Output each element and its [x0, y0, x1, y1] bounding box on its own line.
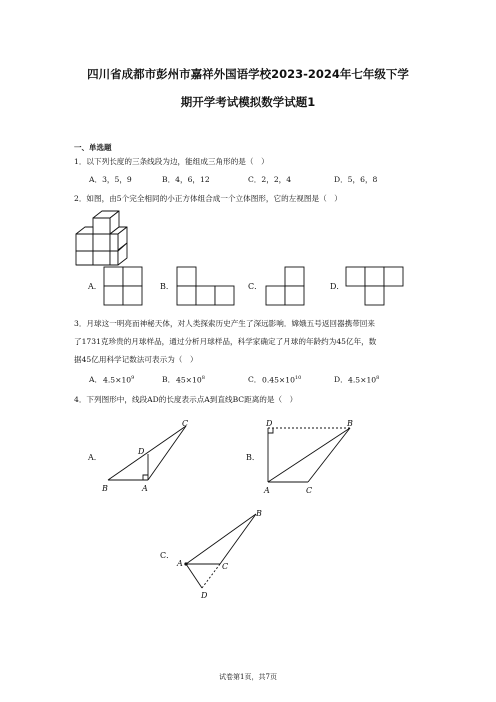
page-footer: 试卷第1页，共7页 — [219, 673, 277, 681]
cube-solid-figure — [74, 210, 134, 266]
fig-c-label-d: D — [201, 591, 208, 600]
q1-option-d: D．5，6，8 — [334, 175, 378, 184]
q3-a-coef: 4.5×10 — [103, 375, 132, 385]
q3-option-d-label: D． — [334, 375, 348, 384]
q2-option-c-label: C． — [248, 282, 263, 291]
q2-option-d-label: D． — [330, 282, 345, 291]
q4-figure-c — [172, 506, 272, 602]
fig-a-label-b: B — [102, 484, 108, 493]
q3-option-c-value — [262, 375, 301, 385]
question-1-stem: 1．以下列长度的三条线段为边，能组成三角形的是（ ） — [74, 157, 269, 166]
fig-c-label-c: C — [222, 562, 229, 571]
question-3-line-2: 了1731克珍贵的月球样品，通过分析月球样品，科学家确定了月球的年龄约为45亿年，数 — [74, 337, 377, 346]
fig-a-label-c: C — [182, 419, 189, 428]
fig-b-label-c: C — [306, 486, 313, 495]
q4-figure-a — [98, 416, 198, 496]
fig-a-label-d: D — [138, 447, 145, 456]
q2-option-a-view — [103, 266, 143, 306]
q2-option-a-label: A． — [88, 282, 102, 291]
q3-d-exp: 8 — [376, 375, 380, 381]
fig-b-label-d: D — [266, 419, 273, 428]
q2-option-c-view — [265, 266, 309, 306]
fig-c-label-b: B — [256, 509, 262, 518]
title-line-2: 期开学考试模拟数学试题1 — [180, 95, 316, 109]
q4-figure-b — [258, 416, 368, 498]
q1-option-c: C．2，2，4 — [248, 175, 292, 184]
question-2-stem: 2．如图，由5个完全相同的小正方体组合成一个立体图形，它的左视图是（ ） — [74, 194, 342, 203]
q3-c-exp: 10 — [294, 375, 302, 381]
q3-option-b-label: B． — [162, 375, 176, 384]
q2-option-b-label: B． — [160, 282, 174, 291]
q3-b-coef: 45×10 — [176, 375, 202, 385]
q3-option-a-value — [103, 375, 134, 385]
q3-b-exp: 8 — [201, 375, 205, 381]
title-line-1: 四川省成都市彭州市嘉祥外国语学校2023-2024年七年级下学 — [87, 67, 409, 81]
q1-option-a: A．3，5，9 — [89, 175, 132, 184]
question-4-stem: 4．下列图形中，线段AD的长度表示点A到直线BC距离的是（ ） — [74, 395, 298, 404]
q3-option-c-label: C． — [248, 375, 262, 384]
q2-option-d-view — [345, 266, 407, 306]
question-3-line-3: 据45亿用科学记数法可表示为（ ） — [74, 355, 198, 364]
fig-b-label-b: B — [347, 419, 353, 428]
q3-option-a-label: A． — [89, 375, 103, 384]
section-heading: 一、单选题 — [74, 143, 112, 152]
q2-option-b-view — [176, 266, 236, 306]
fig-b-label-a: A — [264, 486, 270, 495]
q3-d-coef: 4.5×10 — [348, 375, 377, 385]
question-3-line-1: 3．月球这一明亮而神秘天体，对人类探索历史产生了深远影响．嫦娥五号返回器携带回来 — [74, 319, 375, 328]
q3-a-exp: 9 — [131, 375, 135, 381]
q3-c-coef: 0.45×10 — [262, 375, 295, 385]
fig-a-label-a: A — [142, 484, 148, 493]
q1-option-b: B．4，6，12 — [162, 175, 210, 184]
q4-option-a-label: A． — [88, 453, 102, 462]
fig-c-label-a: A — [177, 559, 183, 568]
q3-option-b-value — [176, 375, 205, 385]
q3-option-d-value — [348, 375, 379, 385]
q4-option-c-label: C． — [160, 551, 175, 560]
q4-option-b-label: B． — [246, 453, 260, 462]
